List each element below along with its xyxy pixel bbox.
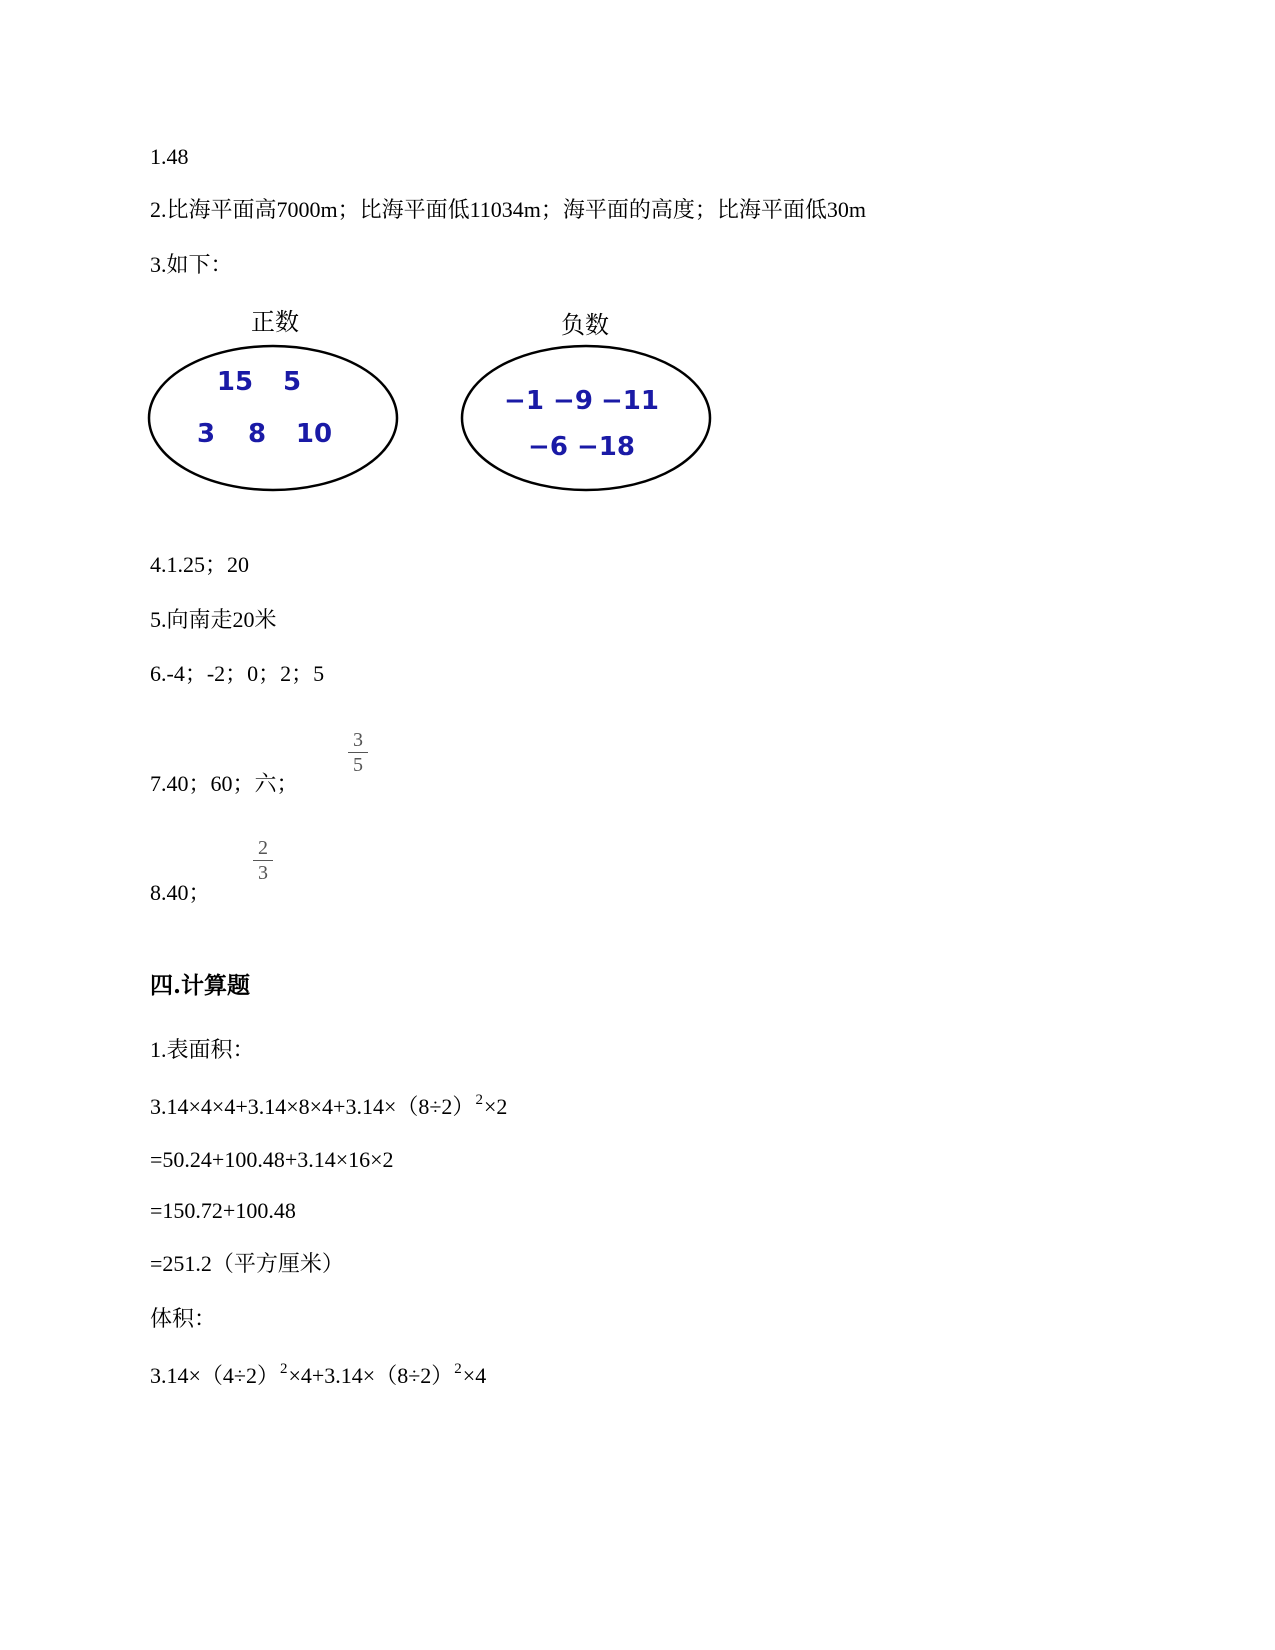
negative-number: −1 bbox=[504, 386, 544, 416]
q1-surface-expression bbox=[150, 1093, 507, 1124]
positive-number: 8 bbox=[247, 419, 267, 449]
positive-number: 3 bbox=[196, 419, 216, 449]
negative-number: −18 bbox=[577, 432, 635, 462]
answer-3: 3.如下： bbox=[150, 252, 233, 277]
answer-5: 5.向南走20米 bbox=[150, 607, 277, 632]
fraction-denominator: 5 bbox=[353, 754, 363, 776]
answer-4: 4.1.25；20 bbox=[150, 552, 250, 577]
positive-number: 15 bbox=[216, 367, 254, 397]
negative-title: 负数 bbox=[561, 311, 609, 339]
expr-part: 3.14×（4÷2） bbox=[150, 1363, 279, 1388]
q1-step-3: =251.2（平方厘米） bbox=[150, 1251, 344, 1276]
answer-2: 2.比海平面高7000m；比海平面低11034m；海平面的高度；比海平面低30m bbox=[150, 197, 867, 222]
positive-number: 5 bbox=[282, 367, 302, 397]
expr-part: 3.14×4×4+3.14×8×4+3.14×（8÷2） bbox=[150, 1094, 475, 1119]
fraction-two-thirds bbox=[253, 838, 273, 883]
section-4-title: 四.计算题 bbox=[150, 972, 251, 999]
positive-title: 正数 bbox=[251, 308, 299, 336]
q1-surface-label: 1.表面积： bbox=[150, 1037, 255, 1062]
q1-step-1: =50.24+100.48+3.14×16×2 bbox=[150, 1147, 394, 1172]
volume-label: 体积： bbox=[150, 1306, 217, 1331]
expr-part: ×4+3.14×（8÷2） bbox=[288, 1363, 454, 1388]
answer-6: 6.-4；-2；0；2；5 bbox=[150, 661, 325, 686]
negative-number: −6 bbox=[528, 432, 568, 462]
negative-ellipse bbox=[462, 346, 710, 490]
q1-step-2: =150.72+100.48 bbox=[150, 1198, 296, 1223]
volume-expression bbox=[150, 1362, 486, 1393]
fraction-numerator: 3 bbox=[353, 729, 363, 751]
answer-7: 7.40；60；六； bbox=[150, 771, 299, 796]
expr-part: ×2 bbox=[483, 1094, 508, 1119]
answer-1: 1.48 bbox=[150, 144, 189, 169]
exponent: 2 bbox=[279, 1361, 288, 1377]
number-classification-diagram bbox=[140, 300, 740, 510]
exponent: 2 bbox=[475, 1092, 483, 1108]
negative-number: −11 bbox=[601, 386, 659, 416]
fraction-three-fifths bbox=[348, 730, 368, 775]
fraction-numerator: 2 bbox=[258, 837, 268, 859]
positive-ellipse bbox=[149, 346, 397, 490]
positive-number: 10 bbox=[295, 419, 333, 449]
fraction-denominator: 3 bbox=[258, 862, 268, 884]
exponent: 2 bbox=[454, 1361, 462, 1377]
expr-part: ×4 bbox=[462, 1363, 487, 1388]
negative-number: −9 bbox=[553, 386, 593, 416]
answer-8: 8.40； bbox=[150, 880, 211, 905]
